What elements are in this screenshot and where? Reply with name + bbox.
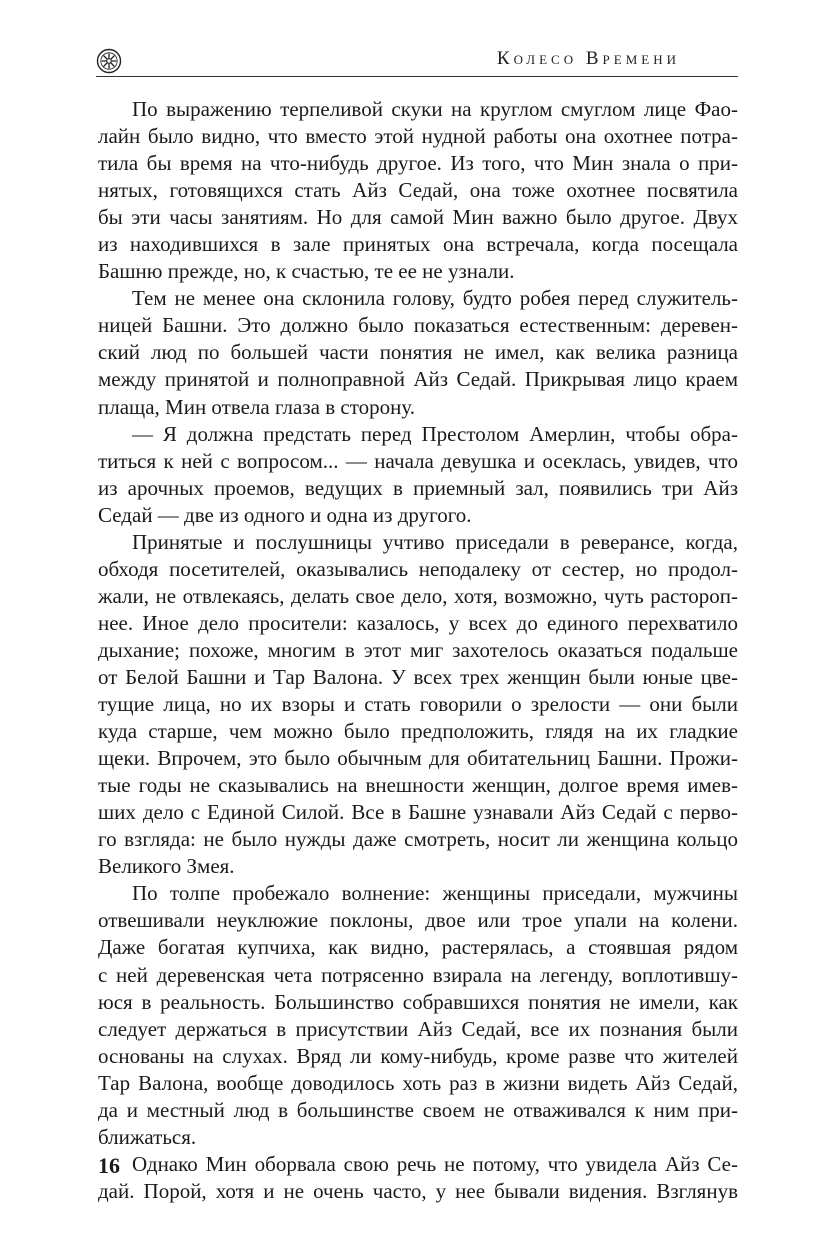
page-header [96,46,738,78]
text-line: основаны на слухах. Вряд ли кому-нибудь, кроме разве что жителей [98,1043,738,1068]
text-line: тущие лица, но их взоры и стать говорили о зрелости — они были [98,692,738,717]
text-line: По толпе пробежало волнение: женщины приседали, мужчины [132,881,738,906]
text-line: лайн было видно, что вместо этой нудной работы она охотнее потра- [98,124,738,149]
text-line: между принятой и полноправной Айз Седай. Прикрывая лицо краем [98,367,738,392]
text-line: тила бы время на что-нибудь другое. Из того, что Мин знала о при- [98,151,738,176]
text-line: следует держаться в присутствии Айз Седай, все их познания были [98,1016,738,1041]
text-line: из арочных проемов, ведущих в приемный зал, появились три Айз [98,475,738,500]
text-line: бы эти часы занятиям. Но для самой Мин важно было другое. Двух [98,205,738,230]
text-line: Однако Мин оборвала свою речь не потому, что увидела Айз Се- [132,1151,738,1176]
header-rule [96,76,738,77]
text-line: Седай — две из одного и одна из другого. [98,502,472,527]
text-line: с ней деревенская чета потрясенно взирала на легенду, воплотившу- [98,962,738,987]
running-head: Колесо Времени [496,48,680,69]
text-line: нее. Иное дело просители: казалось, у всех до единого перехватило [98,610,738,635]
text-line: юся в реальность. Большинство собравшихся понятия не имели, как [98,989,738,1014]
text-line: Тар Валона, вообще доводилось хоть раз в жизни видеть Айз Седай, [98,1070,738,1095]
text-line: Башню прежде, но, к счастью, те ее не узнали. [98,259,515,284]
text-line: из находившихся в зале принятых она встречала, когда посещала [98,232,738,257]
text-line: жали, не отвлекаясь, делать свое дело, хотя, возможно, чуть растороп- [98,583,738,608]
text-line: По выражению терпеливой скуки на круглом смуглом лице Фао- [132,97,738,121]
text-line: го взгляда: не было нужды даже смотреть, носит ли женщина кольцо [98,827,738,852]
page-number: 16 [98,1153,120,1178]
text-line: ницей Башни. Это должно было показаться естественным: деревен- [98,313,738,338]
wheel-ornament-icon [96,48,122,74]
text-line: Принятые и послушницы учтиво приседали в реверансе, когда, [132,529,738,554]
text-line: дай. Порой, хотя и не очень часто, у нее бывали видения. Взглянув [98,1178,738,1203]
text-line: ших дело с Единой Силой. Все в Башне узнавали Айз Седай с перво- [98,800,738,825]
text-line: да и местный люд в большинстве своем не отваживался к ним при- [98,1097,738,1122]
text-line: обходя посетителей, оказывались неподалеку от сестер, но продол- [98,556,738,581]
text-line: дыхание; похоже, многим в этот миг захотелось оказаться подальше [98,637,738,662]
text-line: куда старше, чем можно было предположить, глядя на их гладкие [98,719,738,744]
text-line: ский люд по большей части понятия не имел, как велика разница [98,340,738,365]
text-line: титься к ней с вопросом... — начала девушка и осеклась, увидев, что [98,448,738,473]
body-text [98,96,738,1205]
text-line: Великого Змея. [98,854,235,879]
text-line: щеки. Впрочем, это было обычным для обитательниц Башни. Прожи- [98,746,738,771]
text-line: плаща, Мин отвела глаза в сторону. [98,394,415,419]
text-line: нятых, готовящихся стать Айз Седай, она тоже охотнее посвятила [98,178,738,203]
text-line: Тем не менее она склонила голову, будто робея перед служитель- [132,286,738,311]
text-line: — Я должна предстать перед Престолом Амерлин, чтобы обра- [132,421,738,446]
text-line: от Белой Башни и Тар Валона. У всех трех женщин были юные цве- [98,664,738,689]
text-line: Даже богатая купчиха, как видно, растерялась, а стоявшая рядом [98,935,738,960]
text-line: ближаться. [98,1124,197,1149]
text-line: отвешивали неуклюжие поклоны, двое или трое упали на колени. [98,908,738,933]
text-line: тые годы не сказывались на внешности женщин, долгое время имев- [98,773,738,798]
